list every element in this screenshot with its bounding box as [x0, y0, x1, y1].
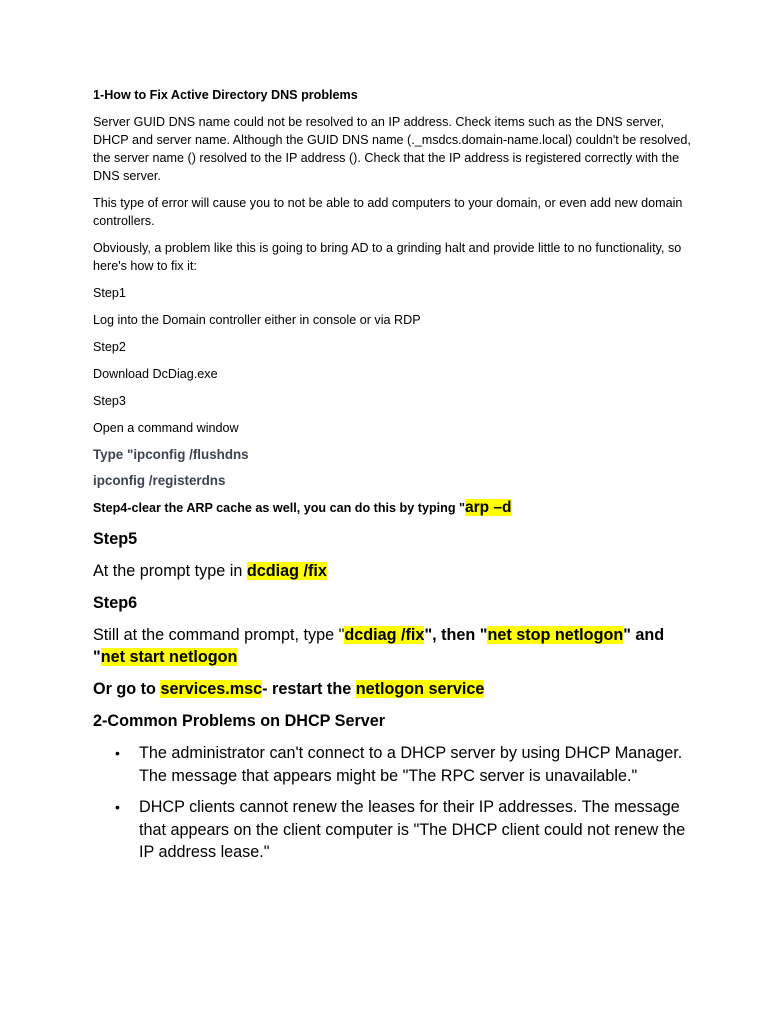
or-text-b: - restart the — [262, 680, 356, 698]
command-flushdns: Type "ipconfig /flushdns — [93, 447, 249, 462]
bullet-icon: • — [115, 799, 120, 815]
document-body — [93, 86, 693, 873]
step6-text-a: Still at the command prompt, type " — [93, 626, 345, 644]
section2-title: 2-Common Problems on DHCP Server — [93, 712, 386, 730]
step6-command-dcdiag: dcdiag /fix — [344, 626, 425, 644]
list-item — [93, 742, 693, 787]
bullet-icon: • — [115, 745, 120, 761]
step6-label: Step6 — [93, 594, 138, 612]
netlogon-service-highlight: netlogon service — [355, 680, 485, 698]
list-item-text: DHCP clients cannot renew the leases for their IP addresses. The message that appears on the client computer is "The DHCP client could not renew the IP address lease." — [139, 798, 686, 861]
or-text-a: Or go to — [93, 680, 161, 698]
step2-text: Download DcDiag.exe — [93, 367, 218, 381]
list-item-text: The administrator can't connect to a DHCP server by using DHCP Manager. The message that appears might be "The RPC server is unavailable." — [139, 744, 683, 785]
paragraph-error-description: Server GUID DNS name could not be resolved to an IP address. Check items such as the DNS server, DHCP and server name. Although the GUID DNS name (._msdcs.domain-name.local) couldn't be resolved, the server name () resolved to the IP address (). Check that the IP address is registered correctly with the DNS server. — [93, 115, 691, 183]
step2-label: Step2 — [93, 340, 126, 354]
step3-text: Open a command window — [93, 421, 239, 435]
step4-text: Step4-clear the ARP cache as well, you can do this by typing " — [93, 501, 465, 515]
step4-command-highlight: arp –d — [465, 499, 512, 516]
step5-label: Step5 — [93, 530, 138, 548]
services-msc-highlight: services.msc — [160, 680, 263, 698]
step6-command-net-start: net start netlogon — [100, 648, 238, 666]
step5-text: At the prompt type in — [93, 562, 247, 580]
services-line — [93, 678, 693, 700]
step6-command-net-stop: net stop netlogon — [487, 626, 624, 644]
paragraph-error-impact: This type of error will cause you to not be able to add computers to your domain, or even add new domain controllers. — [93, 196, 683, 228]
step4-line — [93, 498, 693, 518]
step5-line — [93, 560, 693, 582]
step6-line — [93, 624, 693, 668]
step1-text: Log into the Domain controller either in console or via RDP — [93, 313, 421, 327]
step6-text-c: " and " — [93, 626, 665, 666]
list-item — [93, 796, 693, 864]
paragraph-fix-intro: Obviously, a problem like this is going to bring AD to a grinding halt and provide little to no functionality, so here's how to fix it: — [93, 241, 682, 273]
command-registerdns: ipconfig /registerdns — [93, 473, 226, 488]
step5-command-highlight: dcdiag /fix — [246, 562, 327, 580]
section1-title: 1-How to Fix Active Directory DNS problems — [93, 88, 358, 102]
step6-text-b: ", then " — [424, 626, 488, 644]
step1-label: Step1 — [93, 286, 126, 300]
step3-label: Step3 — [93, 394, 126, 408]
dhcp-problems-list — [93, 742, 693, 864]
